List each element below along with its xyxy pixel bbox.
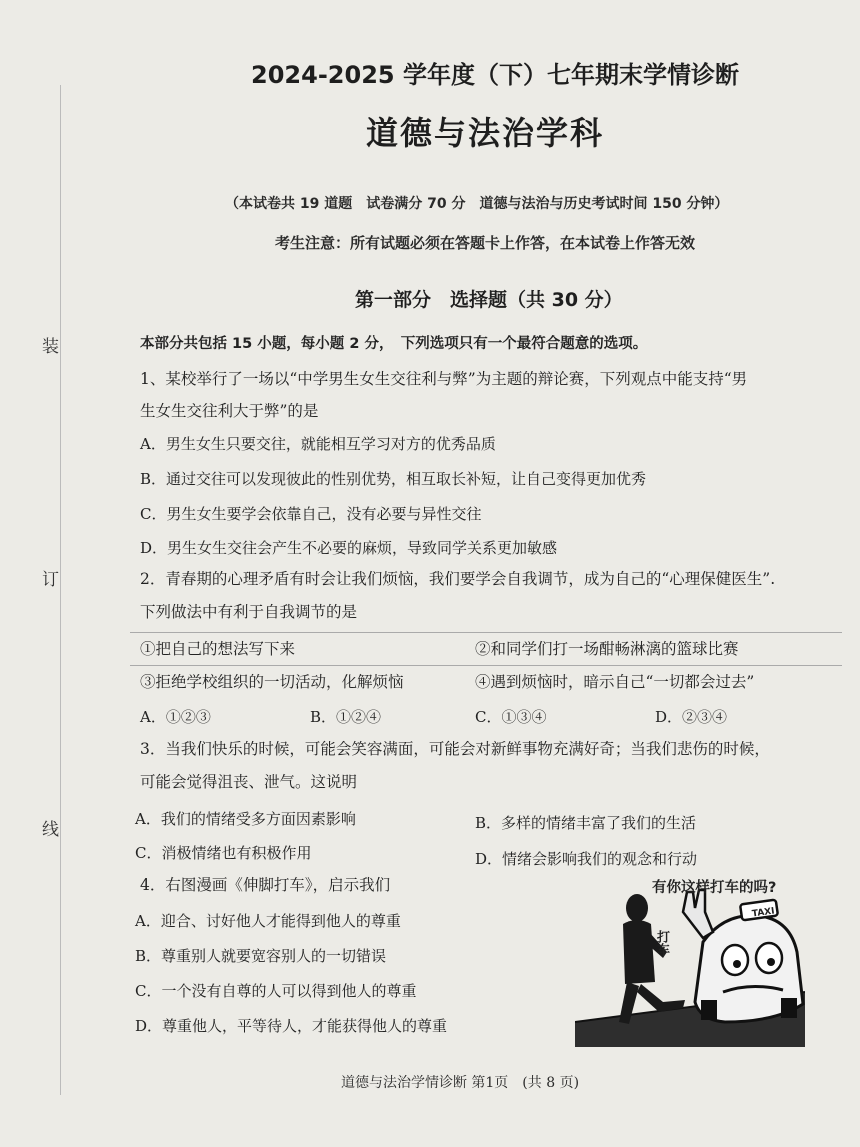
q2-option-d: D．②③④	[655, 708, 728, 726]
q1-option-b: B．通过交往可以发现彼此的性别优势，相互取长补短，让自己变得更加优秀	[140, 470, 647, 488]
q1-stem-line2: 生女生交往利大于弊”的是	[140, 402, 319, 420]
q3-option-b: B．多样的情绪丰富了我们的生活	[475, 814, 697, 832]
q1-option-a: A．男生女生只要交往，就能相互学习对方的优秀品质	[140, 435, 496, 453]
binding-line	[60, 85, 61, 1095]
q2-items-row-1	[130, 632, 842, 663]
section-instruction: 本部分共包括 15 小题，每小题 2 分， 下列选项只有一个最符合题意的选项。	[140, 336, 648, 352]
q4-option-d: D．尊重他人，平等待人，才能获得他人的尊重	[135, 1017, 448, 1035]
q2-stem-line2: 下列做法中有利于自我调节的是	[140, 603, 358, 621]
q1-stem-line1: 1、某校举行了一场以“中学男生女生交往利与弊”为主题的辩论赛，下列观点中能支持“男	[140, 370, 748, 388]
cartoon-sign-text: 打车	[654, 930, 669, 956]
cartoon-illustration	[575, 872, 805, 1047]
taxi-label: TAXI	[751, 906, 776, 920]
q3-option-c: C．消极情绪也有积极作用	[135, 844, 312, 862]
q4-stem: 4．右图漫画《伸脚打车》，启示我们	[140, 876, 391, 894]
exam-notice: 考生注意：所有试题必须在答题卡上作答，在本试卷上作答无效	[275, 234, 696, 252]
q2-items-row-2	[130, 665, 842, 696]
q2-item-1: ①把自己的想法写下来	[140, 640, 296, 658]
q2-item-3: ③拒绝学校组织的一切活动，化解烦恼	[140, 673, 404, 691]
q2-option-b: B．①②④	[310, 708, 382, 726]
binding-mark-ding: 订	[42, 570, 59, 590]
cartoon-person	[619, 894, 685, 1024]
q2-item-4: ④遇到烦恼时，暗示自己“一切都会过去”	[475, 673, 755, 691]
q4-option-c: C．一个没有自尊的人可以得到他人的尊重	[135, 982, 417, 1000]
cartoon-caption: 有你这样打车的吗?	[652, 880, 777, 896]
q2-option-a: A．①②③	[140, 708, 211, 726]
q1-option-d: D．男生女生交往会产生不必要的麻烦，导致同学关系更加敏感	[140, 539, 558, 557]
q4-option-a: A．迎合、讨好他人才能得到他人的尊重	[135, 912, 401, 930]
q2-option-c: C．①③④	[475, 708, 547, 726]
q4-option-b: B．尊重别人就要宽容别人的一切错误	[135, 947, 387, 965]
section-title: 第一部分 选择题（共 30 分）	[355, 289, 623, 311]
exam-info: （本试卷共 19 道题 试卷满分 70 分 道德与法治与历史考试时间 150 分钟）	[225, 196, 729, 212]
q2-item-2: ②和同学们打一场酣畅淋漓的篮球比赛	[475, 640, 739, 658]
subject-title: 道德与法治学科	[365, 114, 604, 152]
q2-stem-line1: 2．青春期的心理矛盾有时会让我们烦恼，我们要学会自我调节，成为自己的“心理保健医生”.	[140, 570, 776, 588]
exam-title: 2024-2025 学年度（下）七年期末学情诊断	[251, 61, 739, 89]
q3-option-d: D．情绪会影响我们的观念和行动	[475, 850, 698, 868]
q3-stem-line2: 可能会觉得沮丧、泄气。这说明	[140, 773, 358, 791]
binding-mark-xian: 线	[42, 820, 59, 840]
q1-option-c: C．男生女生要学会依靠自己，没有必要与异性交往	[140, 505, 482, 523]
q3-stem-line1: 3．当我们快乐的时候，可能会笑容满面，可能会对新鲜事物充满好奇；当我们悲伤的时候，	[140, 740, 770, 758]
page-footer: 道德与法治学情诊断 第1页 (共 8 页)	[340, 1075, 580, 1091]
q3-option-a: A．我们的情绪受多方面因素影响	[135, 810, 356, 828]
binding-mark-zhuang: 装	[42, 337, 59, 357]
cartoon-taxi	[683, 890, 803, 1022]
